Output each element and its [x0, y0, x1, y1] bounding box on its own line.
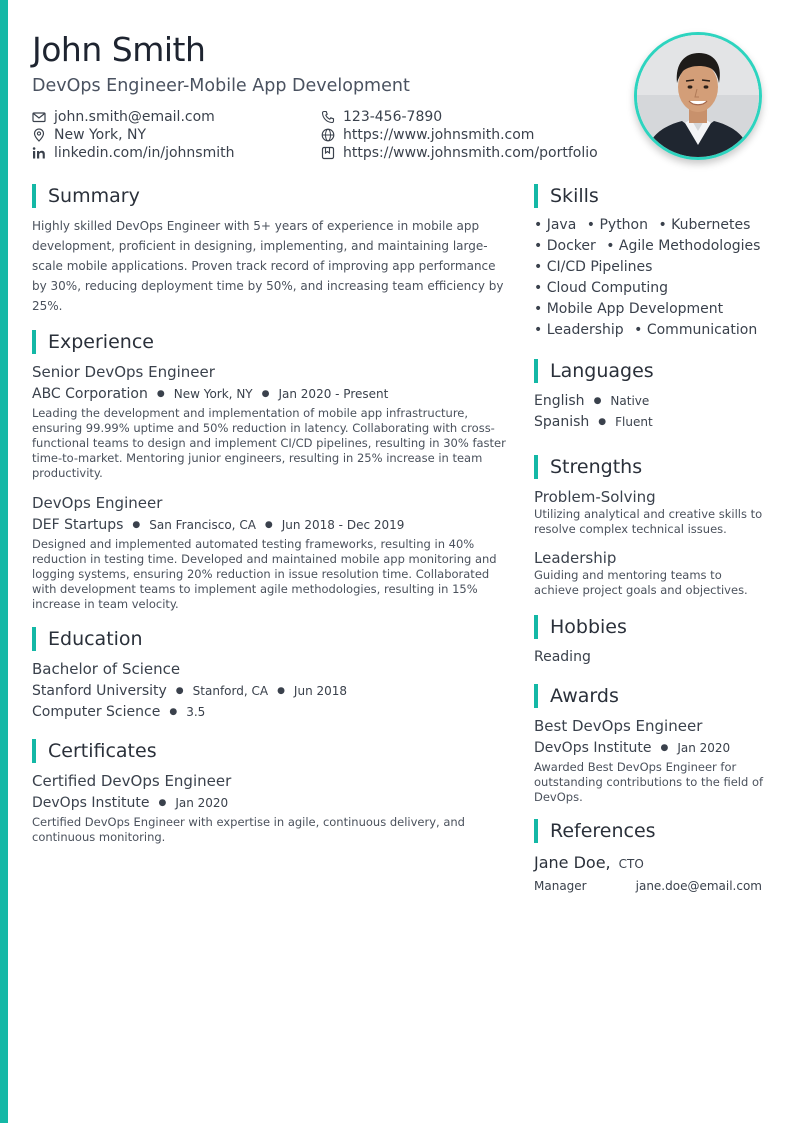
certificate-issuer: DevOps Institute — [32, 795, 150, 811]
experience-heading — [32, 330, 506, 354]
job-dates: Jun 2018 - Dec 2019 — [281, 518, 405, 532]
experience-title: Experience — [48, 331, 154, 353]
school-meta — [32, 679, 506, 703]
candidate-name: John Smith — [32, 30, 206, 69]
job-meta — [32, 382, 506, 406]
award-entry — [534, 716, 766, 805]
location-icon — [32, 128, 46, 142]
section-accent — [534, 359, 538, 383]
section-accent — [32, 330, 36, 354]
separator-dot: ● — [175, 686, 184, 696]
contact-linkedin-text: linkedin.com/in/johnsmith — [54, 144, 235, 161]
contact-linkedin[interactable] — [32, 144, 321, 161]
award-meta — [534, 736, 766, 760]
summary-heading — [32, 184, 506, 208]
skill-item: • Cloud Computing — [534, 280, 669, 296]
language-item — [534, 391, 766, 412]
contact-portfolio-text: https://www.johnsmith.com/portfolio — [343, 144, 598, 161]
skill-item: • Python — [586, 217, 648, 233]
language-level: Fluent — [615, 415, 653, 429]
strength-description: Guiding and mentoring teams to achieve project goals and objectives. — [534, 568, 748, 597]
job-location: New York, NY — [173, 387, 253, 401]
award-title: Best DevOps Engineer — [534, 717, 703, 735]
company: DEF Startups — [32, 517, 124, 533]
job-dates: Jan 2020 - Present — [278, 387, 389, 401]
skill-item: • Communication — [634, 322, 758, 338]
candidate-role: DevOps Engineer-Mobile App Development — [32, 76, 410, 96]
mail-icon — [32, 110, 46, 124]
profile-photo — [634, 32, 762, 160]
language-name: Spanish — [534, 414, 590, 430]
contact-portfolio[interactable] — [321, 144, 611, 161]
section-accent — [32, 739, 36, 763]
strengths-title: Strengths — [550, 456, 643, 478]
reference-entry — [534, 851, 766, 896]
reference-name: Jane Doe, — [534, 853, 611, 872]
awards-title: Awards — [550, 685, 619, 707]
strength-title: Problem-Solving — [534, 488, 656, 506]
skill-item: • Kubernetes — [658, 217, 751, 233]
job-location: San Francisco, CA — [149, 518, 256, 532]
skills-title: Skills — [550, 185, 599, 207]
job-title: DevOps Engineer — [32, 494, 163, 512]
award-date: Jan 2020 — [677, 741, 731, 755]
linkedin-icon — [32, 146, 46, 160]
language-name: English — [534, 393, 585, 409]
languages-list — [534, 391, 766, 433]
separator-dot: ● — [169, 707, 178, 717]
phone-icon — [321, 110, 335, 124]
awards-heading — [534, 684, 766, 708]
hobbies-title: Hobbies — [550, 616, 627, 638]
skill-item: • CI/CD Pipelines — [534, 259, 653, 275]
strengths-heading — [534, 455, 766, 479]
right-column — [534, 184, 766, 896]
field-meta — [32, 703, 506, 721]
globe-icon — [321, 128, 335, 142]
field-of-study: Computer Science — [32, 704, 161, 720]
languages-heading — [534, 359, 766, 383]
skill-item: • Mobile App Development — [534, 301, 724, 317]
education-heading — [32, 627, 506, 651]
skill-item: • Java — [534, 217, 577, 233]
hobbies-heading — [534, 615, 766, 639]
section-accent — [534, 184, 538, 208]
reference-title: CTO — [618, 857, 644, 871]
certificates-heading — [32, 739, 506, 763]
section-accent — [534, 615, 538, 639]
separator-dot: ● — [132, 520, 141, 530]
strength-title: Leadership — [534, 549, 617, 567]
experience-entry — [32, 362, 506, 481]
school: Stanford University — [32, 683, 167, 699]
accent-bar — [0, 0, 8, 1123]
job-meta — [32, 513, 506, 537]
strength-item — [534, 548, 766, 598]
certificate-entry — [32, 771, 506, 845]
skill-item: • Docker — [534, 238, 596, 254]
school-location: Stanford, CA — [192, 684, 269, 698]
contact-phone-text: 123-456-7890 — [343, 108, 443, 125]
graduation-date: Jun 2018 — [293, 684, 348, 698]
separator-dot: ● — [598, 417, 607, 427]
certificate-meta — [32, 791, 506, 815]
skills-heading — [534, 184, 766, 208]
company: ABC Corporation — [32, 386, 148, 402]
award-issuer: DevOps Institute — [534, 740, 652, 756]
strength-item — [534, 487, 766, 537]
separator-dot: ● — [158, 798, 167, 808]
summary-text: Highly skilled DevOps Engineer with 5+ years of experience in mobile app development, proficient in designing, implementing, and maintaining large-scale mobile applications. Proven track record of improving app performance by 30%, reducing deployment time by 50%, and increasing team efficiency by 25%. — [32, 219, 504, 313]
contact-location-text: New York, NY — [54, 126, 147, 143]
skill-item: • Leadership — [534, 322, 624, 338]
strength-description: Utilizing analytical and creative skills to resolve complex technical issues. — [534, 507, 763, 536]
education-entry — [32, 659, 506, 721]
language-level: Native — [610, 394, 650, 408]
contact-block — [32, 108, 612, 161]
reference-position: Manager — [534, 879, 587, 893]
separator-dot: ● — [277, 686, 285, 696]
references-heading — [534, 819, 766, 843]
separator-dot: ● — [156, 389, 165, 399]
contact-email[interactable] — [32, 108, 321, 125]
section-accent — [534, 684, 538, 708]
skill-item: • Agile Methodologies — [606, 238, 761, 254]
contact-website-text: https://www.johnsmith.com — [343, 126, 535, 143]
contact-phone[interactable] — [321, 108, 611, 125]
job-title: Senior DevOps Engineer — [32, 363, 215, 381]
contact-email-text: john.smith@email.com — [54, 108, 215, 125]
reference-email[interactable]: jane.doe@email.com — [635, 879, 762, 893]
separator-dot: ● — [660, 743, 669, 753]
award-description: Awarded Best DevOps Engineer for outstanding contributions to the field of DevOps. — [534, 760, 764, 804]
education-title: Education — [48, 628, 143, 650]
language-item — [534, 412, 766, 433]
section-accent — [32, 627, 36, 651]
skills-list — [534, 215, 766, 341]
contact-website[interactable] — [321, 126, 611, 143]
separator-dot: ● — [593, 396, 602, 406]
languages-title: Languages — [550, 360, 654, 382]
job-description: Leading the development and implementation of mobile app infrastructure, ensuring 99.99% uptime and 50% reduction in latency. Collaborating with cross-functional teams to design and implement CI/CD pipelines, resulting in 30% faster time-to-market. Mentoring junior engineers, resulting in 25% increase in team productivity. — [32, 406, 506, 480]
hobby-item: Reading — [534, 649, 591, 665]
certificates-title: Certificates — [48, 740, 157, 762]
contact-location — [32, 126, 321, 143]
degree: Bachelor of Science — [32, 660, 181, 678]
job-description: Designed and implemented automated testing frameworks, resulting in 40% reduction in testing time. Developed and maintained mobile app monitoring and logging systems, ensuring 20% reduction in issue resolution time. Collaborated with development teams to implement agile methodologies, resulting in 15% increase in team velocity. — [32, 537, 497, 611]
left-column — [32, 184, 506, 845]
section-accent — [32, 184, 36, 208]
experience-entry — [32, 493, 506, 612]
section-accent — [534, 819, 538, 843]
certificate-date: Jan 2020 — [175, 796, 229, 810]
section-accent — [534, 455, 538, 479]
gpa: 3.5 — [186, 705, 206, 719]
separator-dot: ● — [264, 520, 273, 530]
separator-dot: ● — [261, 389, 270, 399]
certificate-description: Certified DevOps Engineer with expertise in agile, continuous delivery, and continuous monitoring. — [32, 815, 465, 844]
portfolio-icon — [321, 146, 335, 160]
summary-title: Summary — [48, 185, 140, 207]
references-title: References — [550, 820, 656, 842]
certificate-title: Certified DevOps Engineer — [32, 772, 232, 790]
